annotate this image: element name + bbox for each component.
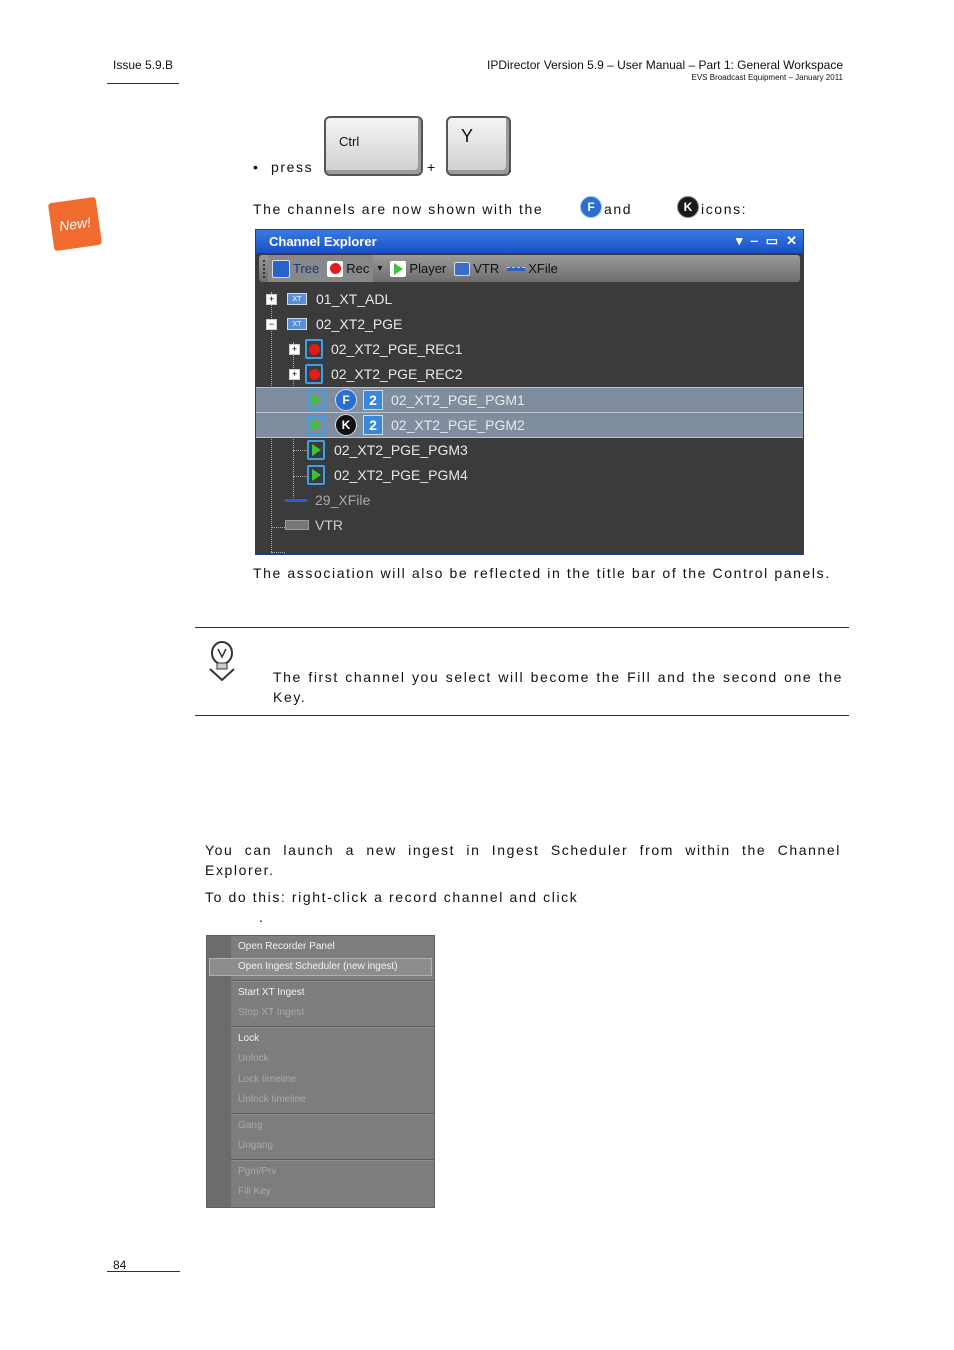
vtr-icon	[454, 262, 470, 276]
tree-item-label: 29_XFile	[315, 492, 371, 508]
toolbar-xfile-label: XFile	[528, 261, 558, 276]
toolbar-player-label: Player	[409, 261, 447, 276]
toolbar-player-button[interactable]	[386, 255, 450, 282]
tree-item-label: 02_XT2_PGE_REC2	[331, 366, 463, 382]
menu-item-start-xt-ingest[interactable]: Start XT Ingest	[238, 987, 305, 998]
expand-icon[interactable]: +	[289, 369, 300, 380]
player-icon	[307, 390, 325, 410]
ingest-instruction-end: .	[259, 909, 265, 925]
xfile-icon	[507, 267, 525, 271]
vtr-device-icon	[285, 520, 309, 530]
icons-text: icons:	[701, 201, 748, 217]
xt-server-icon: XT	[287, 293, 307, 305]
document-subtitle: EVS Broadcast Equipment – January 2011	[691, 73, 843, 82]
player-icon	[307, 465, 325, 485]
record-icon	[327, 261, 343, 277]
ingest-paragraph: You can launch a new ingest in Ingest Scheduler from within the Channel Explorer.	[205, 842, 841, 878]
dropdown-icon[interactable]: ▾	[736, 233, 743, 248]
maximize-icon[interactable]: ▭	[765, 233, 779, 248]
toolbar-rec-button[interactable]	[323, 255, 373, 282]
minimize-icon[interactable]: ‒	[750, 233, 758, 248]
record-icon	[305, 364, 323, 384]
menu-item-ungang[interactable]: Ungang	[238, 1140, 274, 1151]
tree-item-label: 02_XT2_PGE	[316, 316, 403, 332]
tree-item-label: 02_XT2_PGE_PGM4	[334, 467, 468, 483]
channels-text: The channels are now shown with the	[253, 201, 544, 217]
xt-server-icon: XT	[287, 318, 307, 330]
menu-item-stop-xt-ingest[interactable]: Stop XT Ingest	[238, 1007, 304, 1018]
y-key-icon	[446, 116, 511, 176]
close-icon[interactable]: ✕	[786, 233, 797, 248]
tree-item-rec1[interactable]	[256, 337, 803, 361]
document-title: IPDirector Version 5.9 – User Manual – Part 1: General Workspace	[487, 58, 843, 72]
ctrl-key-label: Ctrl	[339, 134, 360, 149]
tree-item-label: VTR	[315, 517, 343, 533]
xfile-icon	[285, 499, 307, 502]
channel-explorer-window	[255, 229, 804, 555]
new-badge-icon: New!	[48, 197, 102, 251]
tree-item-vtr[interactable]	[256, 513, 803, 537]
menu-item-gang[interactable]: Gang	[238, 1120, 263, 1131]
note-text: The first channel you select will become the Fill and the second one the Key.	[273, 669, 843, 705]
step-period: .	[508, 159, 514, 175]
ctrl-key-icon	[324, 116, 423, 176]
press-text: press	[271, 159, 314, 175]
tree-item-pgm1[interactable]	[256, 387, 803, 413]
menu-item-open-recorder-panel[interactable]: Open Recorder Panel	[238, 941, 335, 952]
page-number: 84	[113, 1258, 127, 1272]
player-icon	[390, 261, 406, 277]
toolbar-tree-label: Tree	[293, 261, 320, 276]
channel-explorer-title: Channel Explorer	[269, 234, 377, 249]
tree-item-pgm2[interactable]	[256, 412, 803, 438]
chevron-down-icon: ▾	[377, 263, 383, 274]
menu-item-fill-key[interactable]: Fill Key	[238, 1186, 271, 1197]
tree-item-rec2[interactable]	[256, 362, 803, 386]
expand-icon[interactable]: +	[289, 344, 300, 355]
menu-item-lock[interactable]: Lock	[238, 1033, 260, 1044]
tree-item-pgm4[interactable]	[256, 463, 803, 487]
player-icon	[307, 440, 325, 460]
tree-item-01-xt-adl[interactable]	[256, 287, 803, 311]
key-icon: K	[677, 196, 699, 218]
tree-item-label: 02_XT2_PGE_PGM3	[334, 442, 468, 458]
ingest-instruction: To do this: right-click a record channel and click	[205, 889, 579, 905]
menu-item-open-ingest-scheduler[interactable]: Open Ingest Scheduler (new ingest)	[238, 961, 398, 972]
toolbar-rec-dropdown[interactable]	[373, 255, 386, 282]
expand-icon[interactable]: +	[266, 294, 277, 305]
header-rule	[107, 83, 179, 84]
toolbar-vtr-button[interactable]	[450, 255, 503, 282]
key-icon: K	[335, 414, 357, 436]
toolbar-vtr-label: VTR	[473, 261, 500, 276]
menu-item-lock-timeline[interactable]: Lock timeline	[238, 1074, 297, 1085]
tree-item-label: 02_XT2_PGE_PGM1	[391, 392, 525, 408]
tree-item-label: 02_XT2_PGE_REC1	[331, 341, 463, 357]
tree-item-xfile[interactable]	[256, 488, 803, 512]
tree-item-label: 02_XT2_PGE_PGM2	[391, 417, 525, 433]
bullet: •	[253, 159, 260, 175]
channel-explorer-titlebar	[256, 230, 803, 253]
menu-item-pgm-prv[interactable]: Pgm/Prv	[238, 1166, 277, 1177]
tree-icon	[272, 260, 290, 278]
fill-icon: F	[580, 196, 602, 218]
number-2-icon: 2	[363, 390, 383, 410]
menu-separator	[231, 1159, 434, 1161]
menu-separator	[231, 1026, 434, 1028]
association-text: The association will also be reflected in the title bar of the Control panels.	[253, 565, 831, 581]
toolbar-rec-label: Rec	[346, 261, 370, 276]
tree-item-label: 01_XT_ADL	[316, 291, 393, 307]
toolbar-tree-button[interactable]	[268, 255, 323, 282]
tree-item-pgm3[interactable]	[256, 438, 803, 462]
fill-icon: F	[335, 389, 357, 411]
issue-label: Issue 5.9.B	[113, 58, 174, 72]
menu-item-unlock[interactable]: Unlock	[238, 1053, 269, 1064]
collapse-icon[interactable]: −	[266, 319, 277, 330]
and-text: and	[604, 201, 633, 217]
menu-separator	[231, 1113, 434, 1115]
tree-item-02-xt2-pge[interactable]	[256, 312, 803, 336]
plus-text: +	[427, 159, 437, 175]
channel-explorer-toolbar	[259, 255, 800, 282]
toolbar-xfile-button[interactable]	[503, 255, 562, 282]
menu-separator	[231, 980, 434, 982]
footer-rule	[107, 1271, 180, 1272]
y-key-label: Y	[461, 126, 474, 146]
note-bottom-rule	[195, 715, 849, 716]
number-2-icon: 2	[363, 415, 383, 435]
menu-item-unlock-timeline[interactable]: Unlock timeline	[238, 1094, 306, 1105]
record-icon	[305, 339, 323, 359]
note-lightbulb-icon	[206, 639, 238, 681]
note-top-rule	[195, 627, 849, 628]
player-icon	[307, 415, 325, 435]
context-menu	[206, 935, 435, 1208]
